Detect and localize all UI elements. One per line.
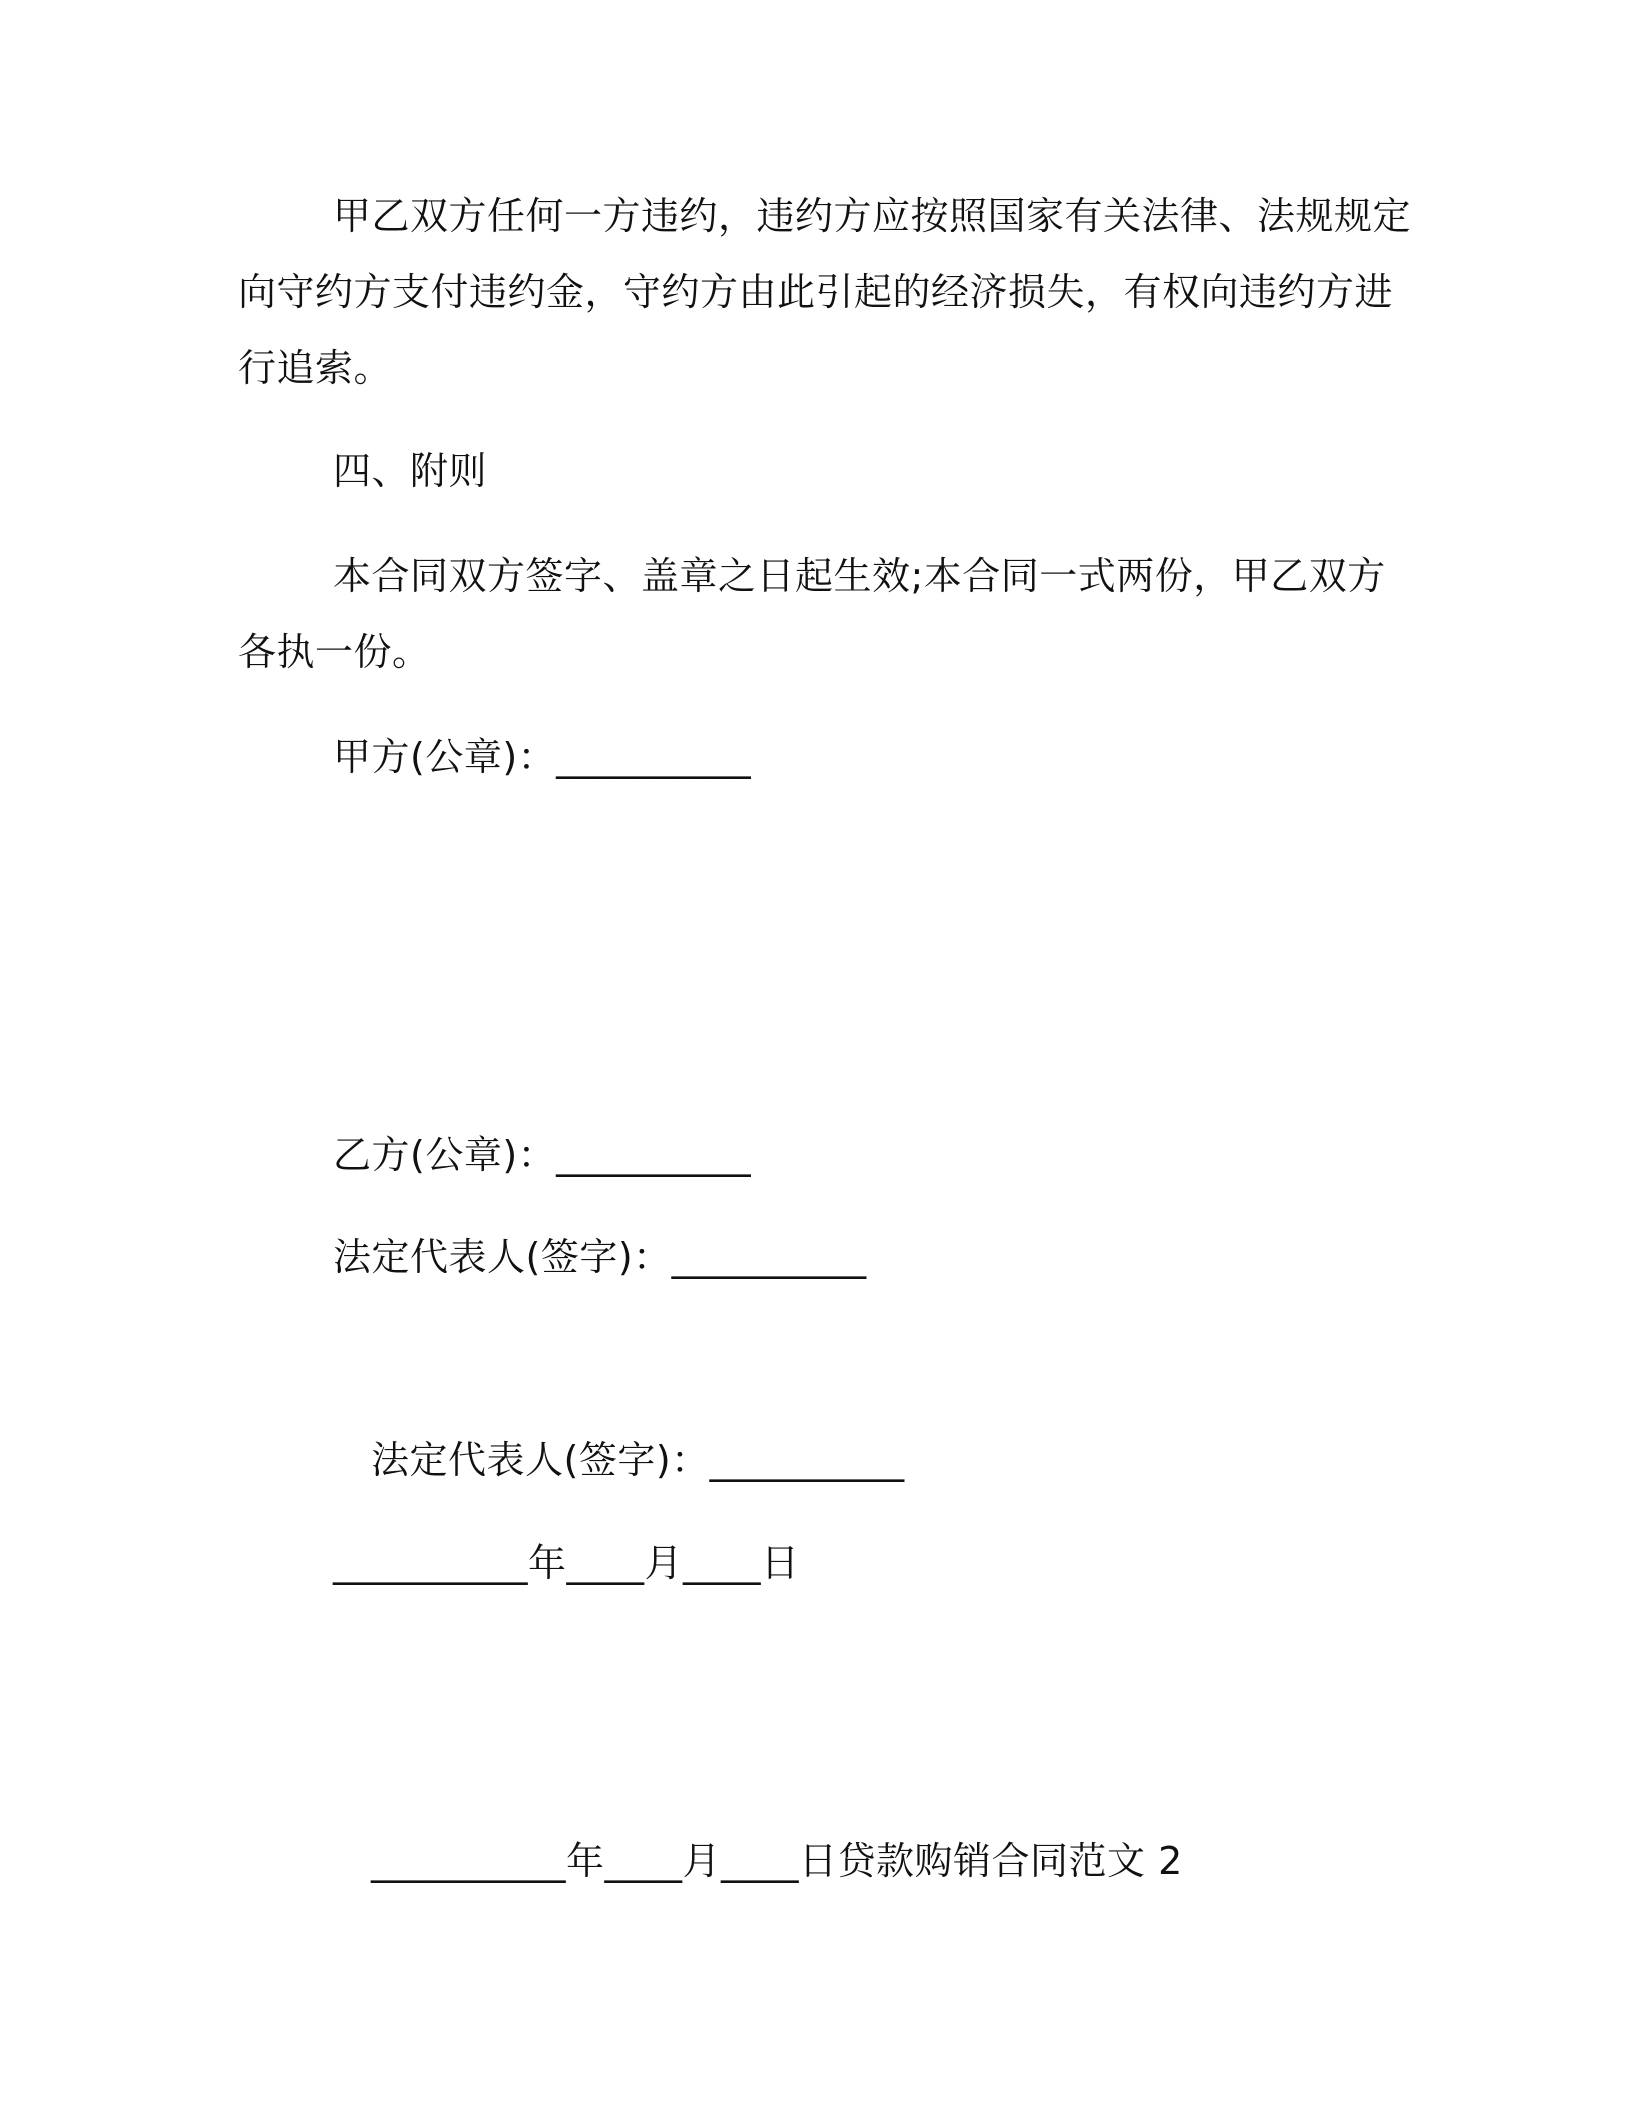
section-heading: 四、附则 <box>333 449 488 493</box>
party-b-seal-line: 乙方(公章)：__________ <box>333 1133 752 1177</box>
date-line-1: __________年____月____日 <box>333 1541 800 1585</box>
effect-paragraph-line-2: 各执一份。 <box>238 630 431 674</box>
breach-paragraph-line-3: 行追索。 <box>238 346 393 390</box>
party-a-seal-line: 甲方(公章)：__________ <box>333 735 752 779</box>
effect-paragraph-line-1: 本合同双方签字、盖章之日起生效;本合同一式两份，甲乙双方 <box>333 554 1386 598</box>
legal-rep-signature-line-2: 法定代表人(签字)：__________ <box>371 1438 905 1482</box>
date-line-with-next-title: __________年____月____日贷款购销合同范文 2 <box>371 1839 1183 1883</box>
breach-paragraph-line-1: 甲乙双方任何一方违约，违约方应按照国家有关法律、法规规定 <box>333 194 1412 238</box>
legal-rep-signature-line-1: 法定代表人(签字)：__________ <box>333 1235 867 1279</box>
breach-paragraph-line-2: 向守约方支付违约金，守约方由此引起的经济损失，有权向违约方进 <box>238 270 1394 314</box>
